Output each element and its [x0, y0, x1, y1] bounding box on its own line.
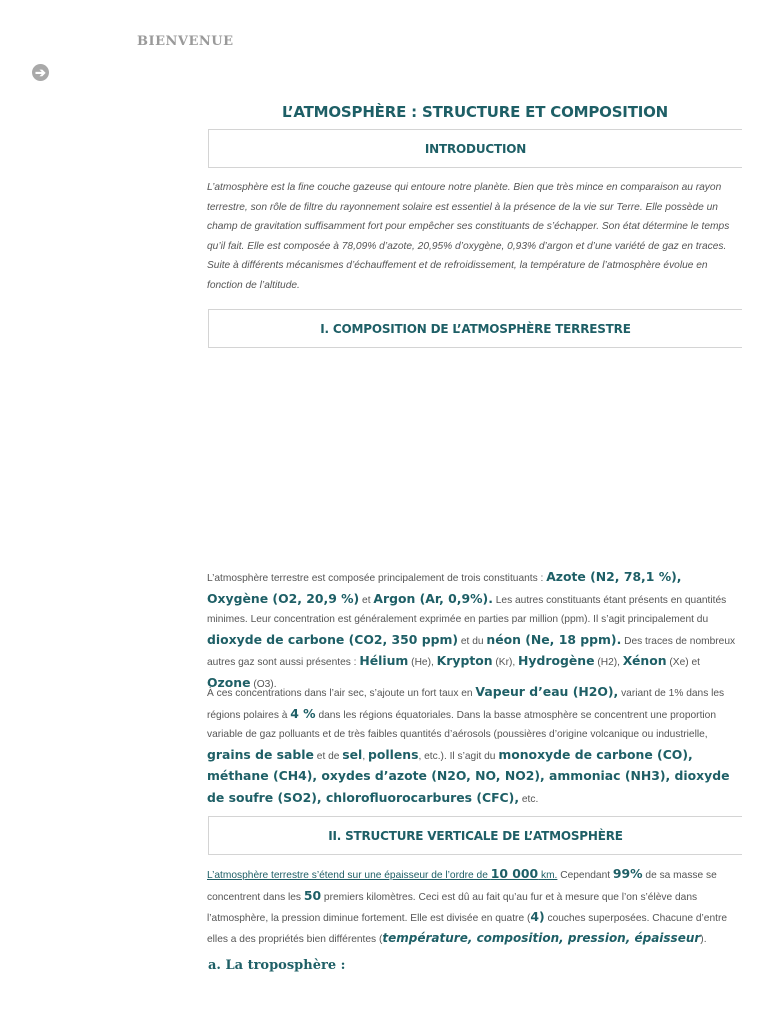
atmosphere-thickness-link[interactable]: L’atmosphère terrestre s’étend sur une épaisseur de l’ordre de 10 000 km. — [207, 866, 558, 881]
embedded-media-area — [208, 352, 742, 557]
aerosols-paragraph: À ces concentrations dans l’air sec, s’ajoute un fort taux en Vapeur d’eau (H2O), variant de 1% dans les régions polaires à 4 % dans les régions équatoriales. Dans la basse atmosphère se concentrent une proportion variable de gaz polluants et de très faibles quantités d’aérosols (poussières d’origine volcanique ou industrielle, grains de sable et de sel, pollens, etc.). Il s’agit du monoxyde de carbone (CO), méthane (CH4), oxydes d’azote (N2O, NO, NO2), ammoniac (NH3), dioxyde de soufre (SO2), chlorofluorocarbures (CFC), etc. — [207, 684, 730, 805]
section-header-introduction — [208, 129, 742, 168]
intro-paragraph: L’atmosphère est la fine couche gazeuse qui entoure notre planète. Bien que très mince en comparaison au rayon terrestre, son rôle de filtre du rayonnement solaire est essentiel à la présence de la vie sur Terre. Elle possède un champ de gravitation suffisamment fort pour empêcher ses constituants de s’échapper. Son état détermine le temps qu’il fait. Elle est composée à 78,09% d’azote, 20,95% d’oxygène, 0,93% d’argon et d’une variété de gaz en traces. Suite à différents mécanismes d’échauffement et de refroidissement, la température de l’atmosphère évolue en fonction de l’altitude. — [207, 182, 730, 291]
section-header-composition — [208, 309, 742, 348]
section-title-introduction: INTRODUCTION — [424, 141, 527, 156]
section-title-structure: II. STRUCTURE VERTICALE DE L’ATMOSPHÈRE — [328, 828, 623, 843]
section-title-composition: I. COMPOSITION DE L’ATMOSPHÈRE TERRESTRE — [320, 321, 631, 336]
subheading-troposphere: a. La troposphère : — [208, 958, 346, 973]
composition-paragraph: L’atmosphère terrestre est composée principalement de trois constituants : Azote (N2, 78,1 %), Oxygène (O2, 20,9 %) et Argon (Ar, 0,9%). Les autres constituants étant présents en quantités minimes. Leur concentration est généralement exprimée en parties par million (ppm). Il s’agit principalement du dioxyde de carbone (CO2, 350 ppm) et du néon (Ne, 18 ppm). Des traces de nombreux autres gaz sont aussi présentes : Hélium (He), Krypton (Kr), Hydrogène (H2), Xénon (Xe) et Ozone (O3). — [207, 569, 736, 690]
page-title: L’ATMOSPHÈRE : STRUCTURE ET COMPOSITION — [281, 103, 669, 121]
section-header-structure — [208, 816, 742, 855]
site-name-link[interactable]: BIENVENUE — [137, 34, 234, 49]
back-arrow-icon[interactable]: ➔ — [32, 64, 49, 81]
structure-paragraph: L’atmosphère terrestre s’étend sur une épaisseur de l’ordre de 10 000 km. Cependant 99% de sa masse se concentrent dans les 50 premiers kilomètres. Ceci est dû au fait qu’au fur et à mesure que l’on s’élève dans l’atmosphère, la pression diminue fortement. Elle est divisée en quatre (4) couches superposées. Chacune d’entre elles a des propriétés bien différentes (température, composition, pression, épaisseur). — [207, 866, 728, 945]
